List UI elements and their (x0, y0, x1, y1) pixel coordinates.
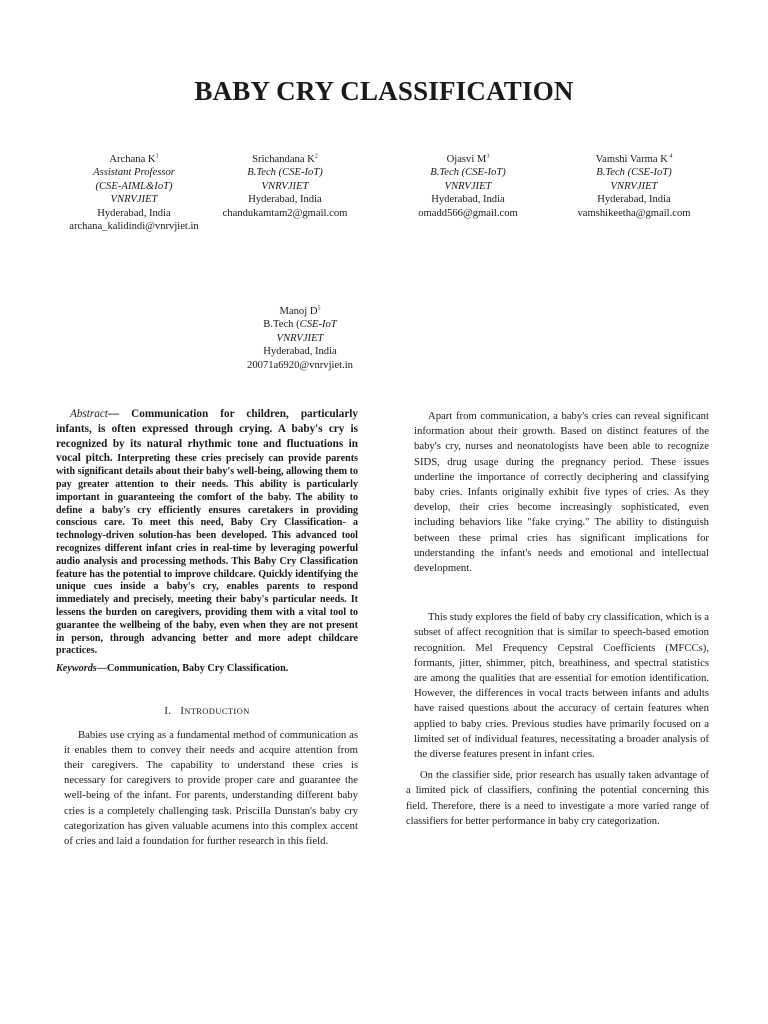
author-role: B.Tech (CSE-IoT (263, 319, 337, 331)
right-paragraph-1: Apart from communication, a baby's cries can reveal significant information about their growth. Based on distinct features of the baby's cry, nurses and neonatologists have been able to recognize SIDS, drug usage during the pregnancy period. These issues underline the importance of correctly deciphering and classifying baby cries. Infants originally exhibit five types of cries. As they develop, their cries become increasingly sophisticated, even including behaviors like "fake crying." The ability to distinguish between these primal cries has significant implications for understanding the infant's needs and emotional and intellectual development. (414, 410, 709, 575)
author-name: Srichandana $K^2$ (252, 153, 318, 165)
author-org: VNRVJIET (610, 180, 658, 192)
author-role: B.Tech (CSE-IoT) (247, 167, 323, 179)
author-role: B.Tech (CSE-IoT) (430, 167, 506, 179)
author-dept: (CSE-AIML&IoT) (95, 180, 173, 192)
author-city: Hyderabad, India (248, 194, 322, 206)
author-2 (185, 153, 385, 220)
author-org: VNRVJIET (110, 194, 158, 206)
abstract-label: Abstract (70, 408, 108, 420)
right-paragraph-2: This study explores the field of baby cry classification, which is a subset of affect recognition that is similar to speech-based emotion recognition. Mel Frequency Cepstral Coefficients (MFCCs), formants, jitter, shimmer, pitch, breathiness, and spectral statistics are among the qualities that are essential for emotion identification. However, the differences in vocal tracts between infants and adults have raised questions about the accuracy of certain features when applied to baby cries. Previous studies have primarily focused on a limited set of individual features, necessitating a broader analysis of the diverse features present in infant cries. (414, 611, 709, 761)
right-paragraph-3: On the classifier side, prior research has usually taken advantage of a limited pick of classifiers, confining the potential concerning this field. Therefore, there is a need to investigate a more varied range of classifiers for better performance in baby cry categorization. (406, 770, 709, 827)
paper-title: BABY CRY CLASSIFICATION (194, 76, 574, 106)
author-email: chandukamtam2@gmail.com (222, 207, 348, 219)
abstract-body: Interpreting these cries precisely can provide parents with significant details about their baby's well-being, allowing them to pay greater attention to their needs. This ability is particularly important in guaranteeing the comfort of the baby. The ability to define a baby's cry efficiently ensures caretakers in providing conscious care. To meet this need, Baby Cry Classification- a technology-driven solution-has been developed. This advanced tool recognizes different infant cries in real-time by leveraging powerful audio analysis and processing methods. This Baby Cry Classification feature has the potential to improve childcare. Quickly identifying the unique cues inside a baby's cry, enables parents to respond immediately and precisely, meeting their baby's particular needs. It lessens the burden on caregivers, providing them with a vital tool to guarantee the wellbeing of the baby, even when they are not present in person, through advancing better and more adept childcare practices. (56, 453, 358, 657)
author-name: Vamshi Varma K $^4$ (595, 153, 673, 165)
author-role: Assistant Professor (93, 167, 175, 179)
author-name: Archana $K^1$ (109, 153, 159, 165)
author-city: Hyderabad, India (431, 194, 505, 206)
right-column (406, 409, 709, 829)
section-heading-introduction: I. INTRODUCTION (164, 705, 250, 718)
author-org: VNRVJIET (444, 180, 492, 192)
author-city: Hyderabad, India (97, 207, 171, 219)
author-email: vamshikeetha@gmail.com (577, 207, 691, 219)
abstract: Abstract— Communication for children, particularly infants, is often expressed through crying. A baby's cry is recognized by its natural rhythmic tone and fluctuations in vocal pitch. Interpreting these cries precisely can provide parents with significant details about their baby's well-being, allowing them to pay greater attention to their needs. This ability is particularly important in guaranteeing the comfort of the baby. The ability to define a baby's cry efficiently ensures caretakers in providing conscious care. To meet this need, Baby Cry Classification- a technology-driven solution-has been developed. This advanced tool recognizes different infant cries in real-time by leveraging powerful audio analysis and processing methods. This Baby Cry Classification feature has the potential to improve childcare. Quickly identifying the unique cues inside a baby's cry, enables parents to respond immediately and precisely, meeting their baby's particular needs. It lessens the burden on caregivers, providing them with a vital tool to guarantee the wellbeing of the baby, even when they are not present in person, through advancing better and more adept childcare practices. (56, 408, 358, 657)
author-email: archana_kalidindi@vnrvjiet.in (69, 221, 199, 233)
author-email: omadd566@gmail.com (418, 207, 518, 219)
author-city: Hyderabad, India (597, 194, 671, 206)
intro-paragraph: Babies use crying as a fundamental method of communication as it enables them to convey their needs and acquire attention from their caregivers. The capability to understand these cries is necessary for caregivers to provide proper care and guarantee the well-being of the infant. For parents, understanding different baby cries is a completely challenging task. Priscilla Dunstan's baby cry categorization has given valuable acumens into this complex accent of cries and laid a foundation for further research in this field. (64, 728, 358, 847)
author-name: Ojasvi $M^3$ (446, 153, 490, 165)
author-role: B.Tech (CSE-IoT) (596, 167, 672, 179)
author-city: Hyderabad, India (263, 346, 337, 358)
author-org: VNRVJIET (276, 332, 324, 344)
abstract-lead: Communication for children, particularly infants, is often expressed through crying. A baby's cry is recognized by its natural rhythmic tone and fluctuations in vocal pitch. (56, 408, 358, 465)
author-org: VNRVJIET (261, 180, 309, 192)
left-column (56, 407, 358, 849)
author-name: Manoj $D^5$ (279, 305, 321, 317)
author-4 (534, 153, 734, 220)
author-email: 20071a6920@vnrvjiet.in (247, 359, 353, 371)
keywords: Keywords—Communication, Baby Cry Classification. (56, 663, 289, 675)
author-5 (200, 305, 400, 372)
